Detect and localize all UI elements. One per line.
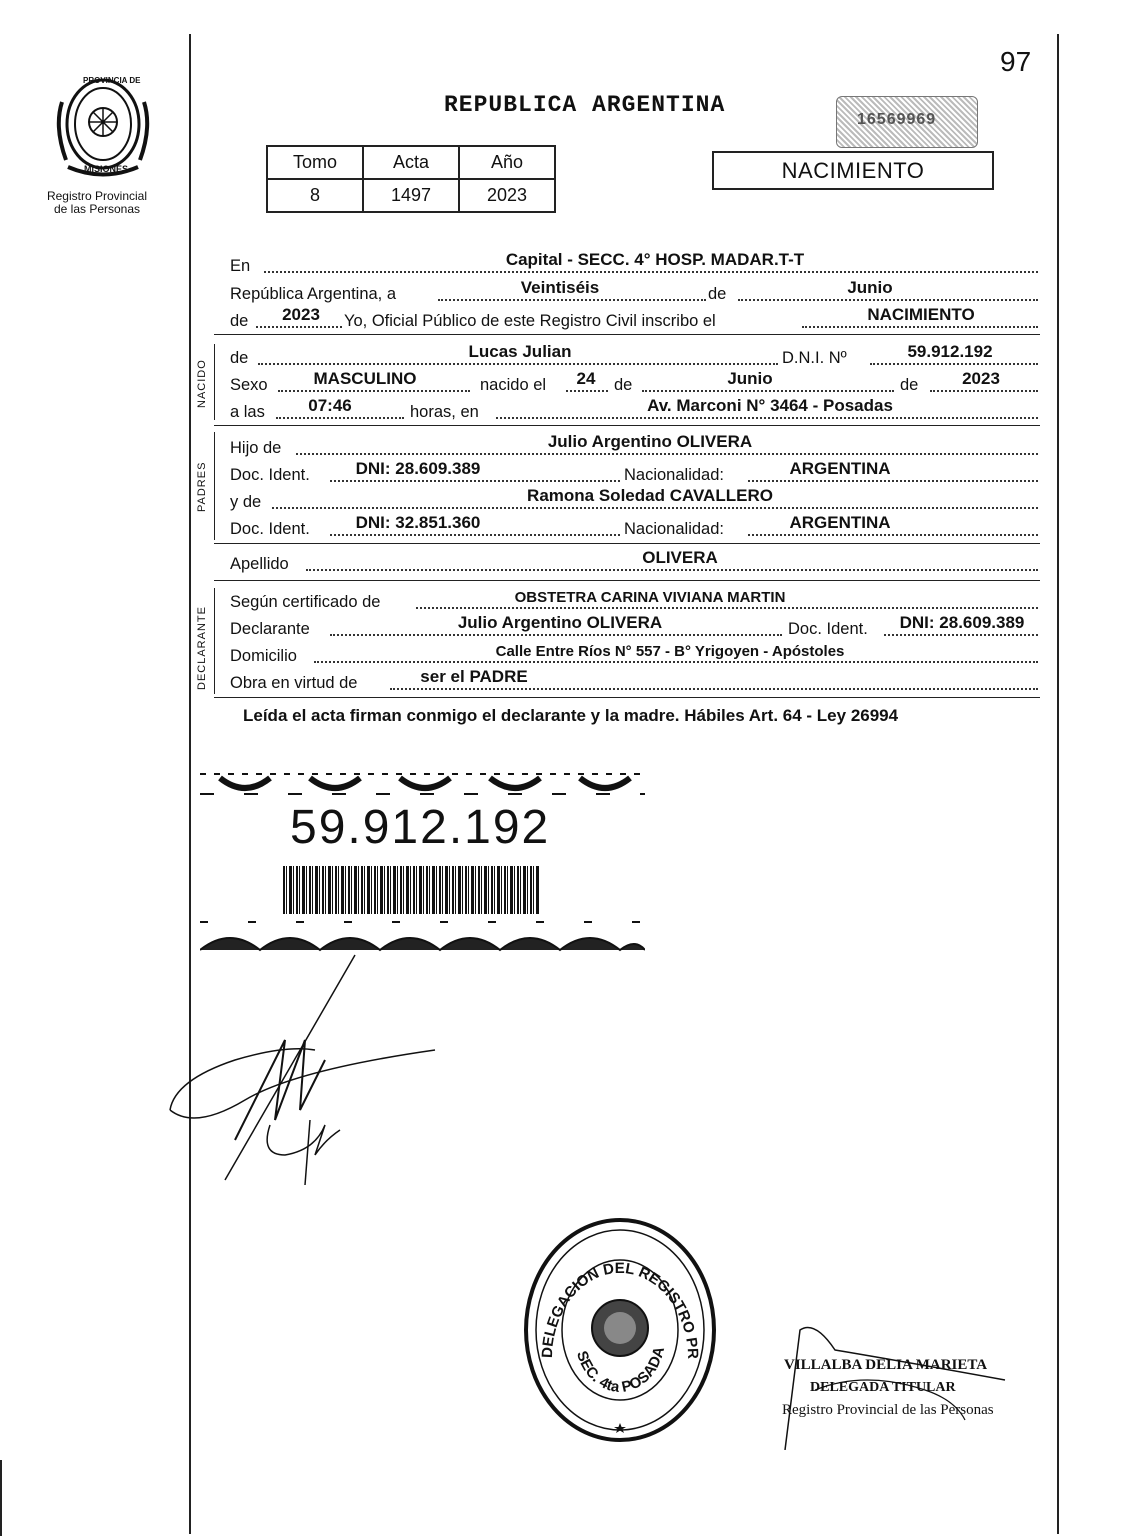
official-role: DELEGADA TITULAR	[810, 1380, 956, 1395]
row-republica	[230, 280, 1038, 304]
dots	[802, 326, 1038, 328]
value-place: Capital - SECC. 4° HOSP. MADAR.T-T	[505, 250, 805, 269]
stamp-code: 16569969	[857, 111, 937, 128]
seal-stamp-icon	[522, 1218, 718, 1448]
seal-outer-text: DELEGACION DEL REGISTRO PR	[538, 1259, 702, 1360]
dots	[314, 661, 1038, 663]
value-child-dni: 59.912.192	[907, 342, 993, 361]
label-yde: y de	[230, 493, 262, 511]
country-title: REPUBLICA ARGENTINA	[444, 92, 726, 118]
closing-statement: Leída el acta firman conmigo el declarante y la madre. Hábiles Art. 64 - Ley 26994	[243, 706, 899, 725]
value-mother-doc: DNI: 32.851.360	[355, 513, 481, 532]
label-cert: Según certificado de	[230, 593, 381, 611]
dots	[330, 480, 620, 482]
dots	[438, 299, 706, 301]
row-yde	[230, 488, 1038, 512]
value-birth-place: Av. Marconi N° 3464 - Posadas	[647, 396, 893, 415]
dots	[278, 390, 470, 392]
label-alas: a las	[230, 403, 265, 421]
value-apellido: OLIVERA	[642, 548, 718, 567]
record-table	[266, 145, 556, 213]
value-tomo: 8	[267, 179, 363, 212]
emblem-bottom-text: MISIONES	[84, 164, 129, 174]
label-de: de	[708, 285, 727, 303]
row-sexo	[230, 371, 1038, 395]
dots	[276, 417, 404, 419]
dots	[296, 453, 1038, 455]
declarante-section-line	[214, 588, 215, 694]
logo-caption	[32, 190, 162, 216]
padres-section-line	[214, 432, 215, 540]
value-child-name: Lucas Julian	[468, 342, 572, 361]
side-label-nacido: NACIDO	[196, 359, 208, 408]
signature-scribble-icon	[165, 950, 445, 1190]
province-logo	[48, 72, 158, 182]
stripe-pattern-icon	[200, 770, 645, 798]
divider-apellido	[214, 580, 1040, 581]
dots	[748, 534, 1038, 536]
value-birth-month: Junio	[727, 369, 773, 388]
dots	[390, 688, 1038, 690]
label-obra: Obra en virtud de	[230, 674, 358, 692]
right-border	[1057, 34, 1059, 1534]
label-dni: D.N.I. Nº	[782, 349, 847, 367]
header-tomo: Tomo	[267, 146, 363, 179]
logo-caption-line1: Registro Provincial	[46, 189, 148, 203]
seal-inner-text: SEC. 4ta POSADA	[573, 1345, 669, 1396]
label-hijo: Hijo de	[230, 439, 282, 457]
value-father-nat: ARGENTINA	[789, 459, 891, 478]
value-mother-name: Ramona Soledad CAVALLERO	[527, 486, 773, 505]
label-mother-doc: Doc. Ident.	[230, 520, 310, 538]
dots	[416, 607, 1038, 609]
dots	[496, 417, 1038, 419]
value-declarante: Julio Argentino OLIVERA	[457, 613, 663, 632]
page-number: 97	[1000, 46, 1032, 77]
row-domicilio	[230, 642, 1038, 666]
label-de-name: de	[230, 349, 249, 367]
official-name: VILLALBA DELIA MARIETA	[784, 1357, 988, 1373]
dots	[264, 271, 1038, 273]
row-obra	[230, 669, 1038, 693]
row-inscribo	[230, 307, 1038, 331]
act-type-box: NACIMIENTO	[712, 151, 994, 190]
label-father-doc: Doc. Ident.	[230, 466, 310, 484]
security-stripe-top	[200, 770, 645, 798]
value-hour: 07:46	[308, 396, 352, 415]
value-father-name: Julio Argentino OLIVERA	[547, 432, 753, 451]
dots	[566, 390, 608, 392]
row-nacido-name	[230, 344, 1038, 368]
value-decl-doc: DNI: 28.609.389	[899, 613, 1025, 632]
value-mother-nat: ARGENTINA	[789, 513, 891, 532]
dots	[258, 363, 778, 365]
label-de-year: de	[230, 312, 249, 330]
edge-mark	[0, 1460, 2, 1536]
row-hijo	[230, 434, 1038, 458]
side-label-declarante: DECLARANTE	[196, 606, 208, 690]
label-sexo: Sexo	[230, 376, 268, 394]
barcode	[283, 866, 539, 914]
label-nacido-el: nacido el	[480, 376, 547, 394]
row-cert	[230, 588, 1038, 612]
value-sexo: MASCULINO	[313, 369, 417, 388]
dots	[272, 507, 1038, 509]
row-father-doc	[230, 461, 1038, 485]
dots	[306, 569, 1038, 571]
official-seal	[522, 1218, 718, 1448]
value-father-doc: DNI: 28.609.389	[355, 459, 481, 478]
id-number: 59.912.192	[290, 801, 551, 854]
label-apellido: Apellido	[230, 555, 289, 573]
record-table-values	[267, 179, 555, 212]
dots	[748, 480, 1038, 482]
row-declarante	[230, 615, 1038, 639]
label-horas: horas, en	[410, 403, 479, 421]
divider-declarante	[214, 697, 1040, 698]
divider-padres	[214, 543, 1040, 544]
label-father-nat: Nacionalidad:	[624, 466, 724, 484]
header-ano: Año	[459, 146, 555, 179]
row-hora	[230, 398, 1038, 422]
record-table-header	[267, 146, 555, 179]
stripe-pattern-icon	[200, 920, 645, 952]
value-act: NACIMIENTO	[867, 305, 975, 324]
label-domicilio: Domicilio	[230, 647, 297, 665]
side-label-padres: PADRES	[196, 461, 208, 512]
dots	[884, 634, 1038, 636]
label-decl-doc: Doc. Ident.	[788, 620, 868, 638]
emblem-top-text: PROVINCIA DE	[83, 76, 141, 85]
value-month: Junio	[847, 278, 893, 297]
label-en: En	[230, 257, 251, 275]
divider-nacido	[214, 425, 1040, 426]
label-official: Yo, Oficial Público de este Registro Civil inscribo el	[344, 312, 716, 330]
label-declarante: Declarante	[230, 620, 310, 638]
dots	[330, 534, 620, 536]
dots	[738, 299, 1038, 301]
official-org: Registro Provincial de las Personas	[782, 1402, 994, 1418]
left-border	[189, 34, 191, 1534]
dots	[930, 390, 1038, 392]
label-mother-nat: Nacionalidad:	[624, 520, 724, 538]
value-birth-day: 24	[576, 369, 596, 388]
label-de-year2: de	[900, 376, 919, 394]
logo-caption-line2: de las Personas	[53, 202, 141, 216]
security-stripe-bottom	[200, 920, 645, 952]
security-stamp	[836, 96, 978, 148]
value-cert: OBSTETRA CARINA VIVIANA MARTIN	[514, 589, 786, 606]
value-domicilio: Calle Entre Ríos N° 557 - B° Yrigoyen - Apóstoles	[495, 643, 845, 660]
declarant-signature	[165, 950, 445, 1190]
nacido-section-line	[214, 344, 215, 420]
dots	[870, 363, 1038, 365]
row-en	[230, 252, 1038, 276]
dots	[256, 326, 342, 328]
value-obra: ser el PADRE	[420, 667, 528, 686]
dots	[642, 390, 894, 392]
row-apellido	[230, 550, 1038, 574]
value-year: 2023	[282, 305, 320, 324]
value-day: Veintiséis	[520, 278, 600, 297]
dots	[330, 634, 782, 636]
value-birth-year: 2023	[962, 369, 1000, 388]
header-acta: Acta	[363, 146, 459, 179]
label-de-month: de	[614, 376, 633, 394]
row-mother-doc	[230, 515, 1038, 539]
value-acta: 1497	[363, 179, 459, 212]
label-republica: República Argentina, a	[230, 285, 397, 303]
value-ano: 2023	[459, 179, 555, 212]
divider-intro	[214, 334, 1040, 335]
